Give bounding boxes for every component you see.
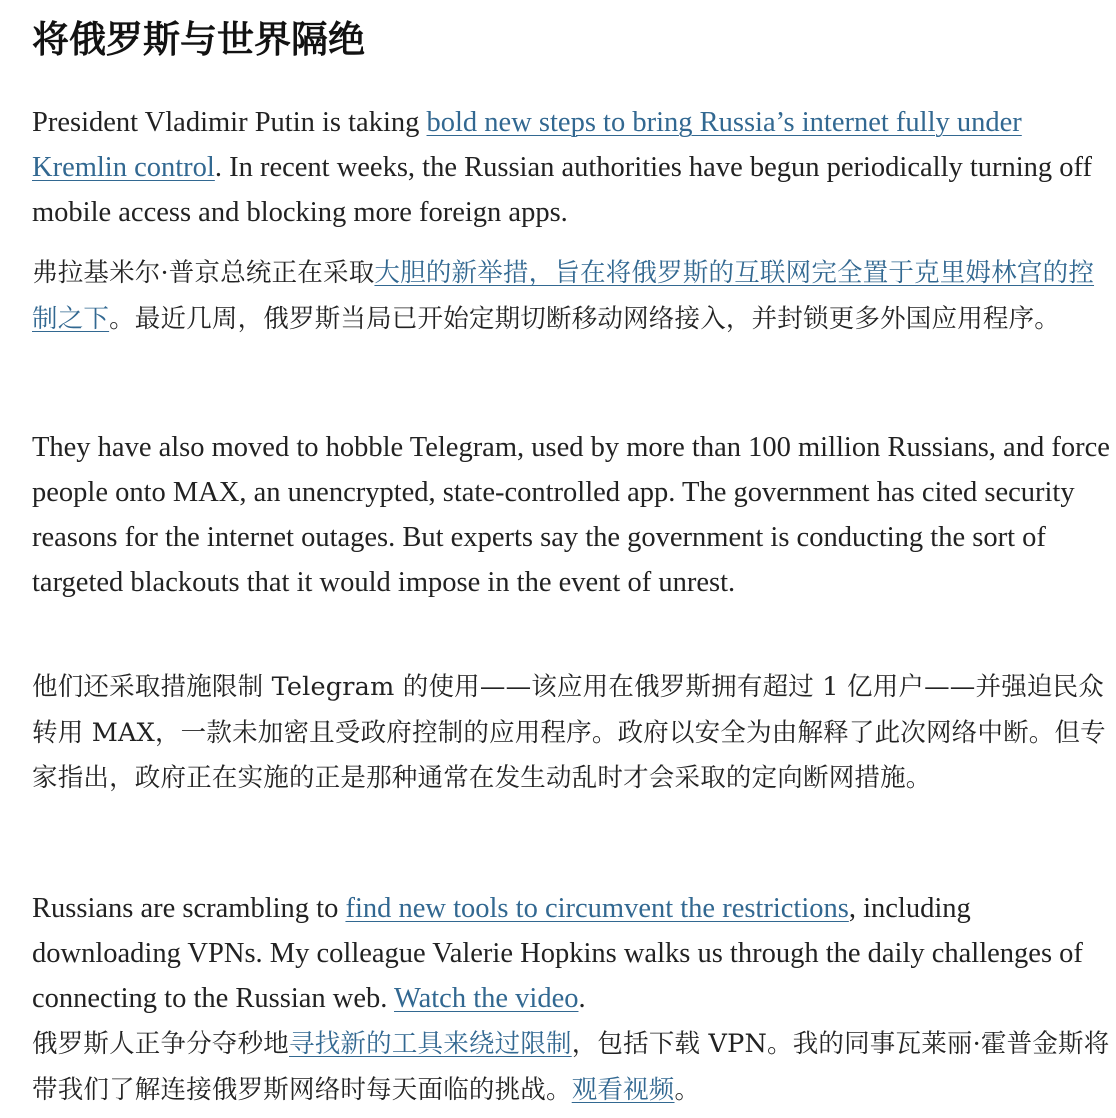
paragraph-en-2: They have also moved to hobble Telegram, used by more than 100 million Russians, and force people onto MAX, an unencrypted, state-controlled app. The government has cited security reasons for the internet outages. But experts say the government is conducting the sort of targeted blackouts that it would impose in the event of unrest. — [32, 432, 1110, 598]
kremlin-control-link[interactable]: bold new steps to bring Russia’s internet fully under Kremlin control — [32, 107, 1022, 183]
watch-video-link-zh[interactable]: 观看视频 — [571, 1074, 675, 1105]
p5-text-after: . — [578, 983, 586, 1014]
p5-text-middle: , including downloading VPNs. My colleague Valerie Hopkins walks us through the daily challenges of connecting to the Russian web. — [32, 893, 1083, 1014]
p5-text-before: Russians are scrambling to — [32, 893, 346, 924]
p1-text-before: President Vladimir Putin is taking — [32, 107, 427, 138]
circumvent-tools-link-zh[interactable]: 寻找新的工具来绕过限制 — [289, 1029, 572, 1059]
paragraph-en-3 — [32, 886, 1112, 1021]
section-title: 将俄罗斯与世界隔绝 — [32, 17, 365, 61]
paragraph-zh-1 — [32, 251, 1112, 342]
p1-text-after: . In recent weeks, the Russian authorities have begun periodically turning off mobile access and blocking more foreign apps. — [32, 152, 1093, 228]
p6-text-middle: ，包括下载 VPN。我的同事瓦莱丽·霍普金斯将带我们了解连接俄罗斯网络时每天面临的挑战。 — [32, 1029, 1110, 1105]
circumvent-tools-link[interactable]: find new tools to circumvent the restrictions — [345, 893, 849, 924]
watch-video-link[interactable]: Watch the video — [394, 983, 579, 1014]
p6-text-after: 。 — [674, 1074, 701, 1105]
paragraph-zh-3 — [32, 1022, 1112, 1113]
p2-text-before: 弗拉基米尔·普京总统正在采取 — [32, 258, 375, 288]
kremlin-control-link-zh[interactable]: 大胆的新举措，旨在将俄罗斯的互联网完全置于克里姆林宫的控制之下 — [32, 258, 1095, 334]
paragraph-zh-2: 他们还采取措施限制 Telegram 的使用——该应用在俄罗斯拥有超过 1 亿用户——并强迫民众转用 MAX，一款未加密且受政府控制的应用程序。政府以安全为由解释了此次网络中断。但专家指出，政府正在实施的正是那种通常在发生动乱时才会采取的定向断网措施。 — [32, 672, 1106, 793]
p6-text-before: 俄罗斯人正争分夺秒地 — [32, 1029, 290, 1059]
p2-text-after: 。最近几周，俄罗斯当局已开始定期切断移动网络接入，并封锁更多外国应用程序。 — [109, 303, 1061, 334]
paragraph-en-1 — [32, 100, 1112, 235]
